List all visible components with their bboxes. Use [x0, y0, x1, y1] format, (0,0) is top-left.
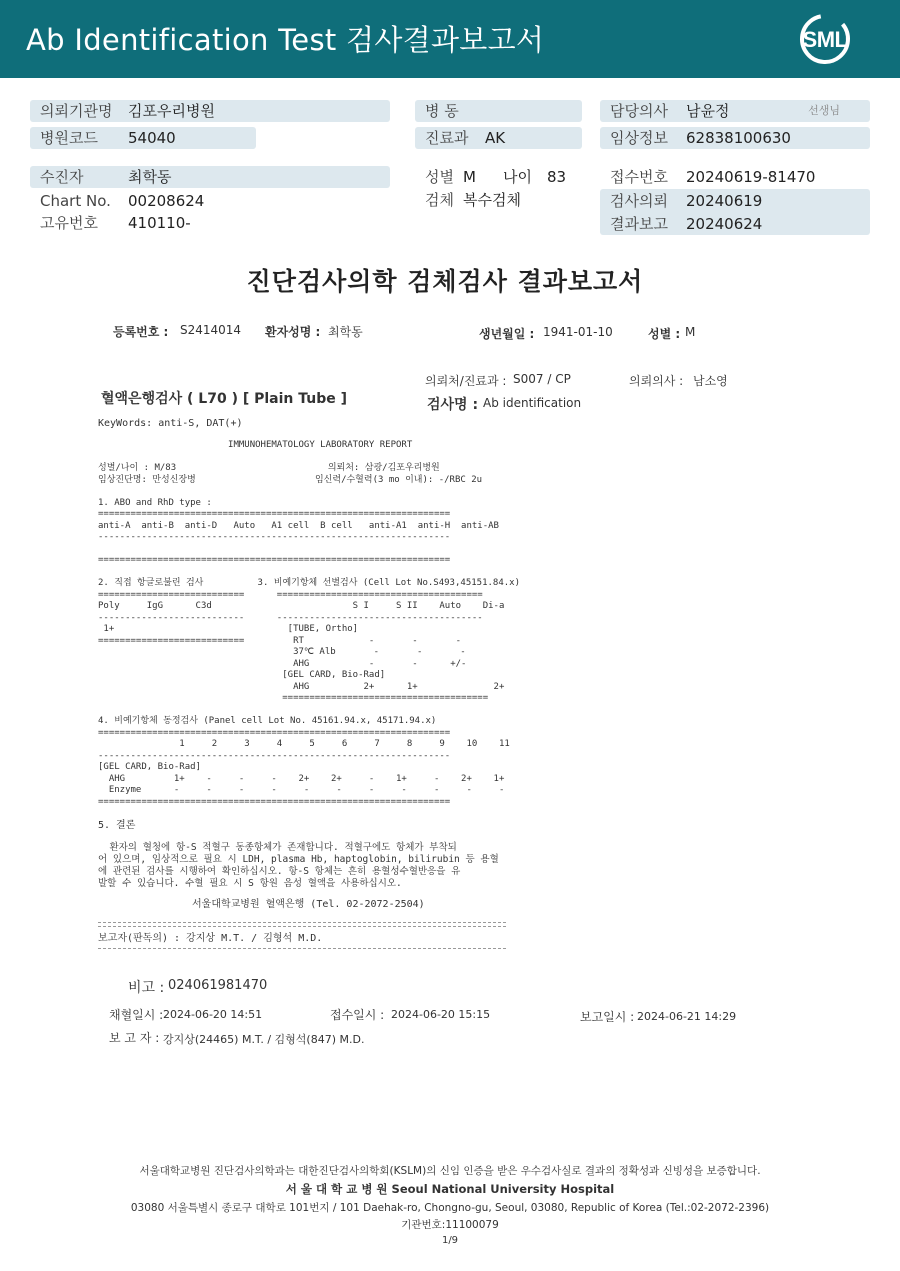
unique-no-label: 고유번호 — [40, 214, 98, 232]
conclusion-line: 어 있으며, 임상적으로 필요 시 LDH, plasma Hb, haptoglobin, bilirubin 등 용혈 — [98, 854, 499, 865]
ref-doctor-label: 의뢰의사 : — [629, 374, 684, 388]
lab-report-line: 1 2 3 4 5 6 7 8 9 10 11 — [98, 739, 510, 749]
unique-no-value: 410110- — [128, 214, 191, 232]
lab-report-line: Enzyme - - - - - - - - - - - — [98, 785, 505, 795]
conclusion-title: 5. 결론 — [98, 820, 136, 831]
ref-doctor-value: 남소영 — [693, 374, 728, 388]
doctor-suffix: 선생님 — [808, 104, 840, 117]
patient-value: 최학동 — [128, 168, 172, 186]
divider — [98, 948, 506, 949]
test-name-label: 검사명 : — [427, 397, 479, 413]
collected-value: 2024-06-20 14:51 — [163, 1008, 263, 1021]
page-number: 1/9 — [441, 1235, 459, 1246]
specimen-field — [415, 189, 582, 211]
reg-no-value: S2414014 — [180, 323, 242, 337]
lab-report-line: 1+ [TUBE, Ortho] — [98, 624, 359, 634]
sex-age-field — [415, 166, 582, 188]
lab-report-line: ================================================================= — [98, 796, 451, 807]
conclusion-line: 환자의 혈청에 항-S 적혈구 동종항체가 존재합니다. 적혈구에도 항체가 부착되 — [98, 842, 457, 853]
lab-report-line: 37℃ Alb - - - — [98, 647, 466, 657]
ward-label: 병 동 — [425, 102, 459, 120]
patient-name-label: 환자성명 : — [265, 325, 321, 339]
request-date-value: 20240619 — [686, 192, 763, 210]
referral-label: 의뢰처/진료과 : — [425, 374, 507, 388]
request-date-label: 검사의뢰 — [610, 192, 668, 210]
lab-report-line: AHG 2+ 1+ 2+ — [98, 681, 505, 692]
lab-report-line: [GEL CARD, Bio-Rad] — [98, 762, 201, 772]
hospital-code-label: 병원코드 — [40, 129, 98, 147]
department-field — [415, 127, 582, 149]
lab-report-line: 4. 비예기항체 동정검사 (Panel cell Lot No. 45161.94.x, 45171.94.x) — [98, 716, 437, 726]
sex-label: 성별 — [425, 168, 454, 186]
receipt-no-field — [600, 166, 870, 188]
doctor-label: 담당의사 — [610, 102, 668, 120]
patient-label: 수진자 — [40, 168, 84, 186]
reported-value: 2024-06-21 14:29 — [637, 1010, 737, 1023]
reported-label: 보고일시 : — [580, 1010, 635, 1024]
lab-report-line: ================================================================= — [98, 727, 451, 738]
clinical-info-field — [600, 127, 870, 149]
collected-label: 채혈일시 : — [109, 1008, 164, 1022]
lab-report-line: anti-A anti-B anti-D Auto A1 cell B cell anti-A1 anti-H anti-AB — [98, 520, 499, 531]
lab-report-line: [GEL CARD, Bio-Rad] — [98, 670, 386, 680]
institution-field — [30, 100, 390, 122]
conclusion-line: 에 관련된 검사를 시행하여 확인하십시오. 항-S 항체는 흔히 용혈성수혈반응을 유 — [98, 866, 461, 877]
dob-value: 1941-01-10 — [543, 325, 613, 339]
doctor-field — [600, 100, 870, 122]
report-title: 진단검사의학 검체검사 결과보고서 — [246, 267, 644, 296]
lab-report-block — [98, 440, 538, 810]
lab-report-line: 임상진단명: 만성신장병 임신력/수혈력(3 mo 이내): -/RBC 2u — [98, 474, 483, 485]
sex-value-2: M — [685, 325, 696, 339]
unique-no-field — [30, 212, 390, 234]
ward-field — [415, 100, 582, 122]
department-label: 진료과 — [425, 129, 469, 147]
report-date-label: 결과보고 — [610, 215, 668, 233]
section-title: 혈액은행검사 ( L70 ) [ Plain Tube ] — [101, 391, 348, 407]
institution-value: 김포우리병원 — [128, 102, 215, 120]
hospital-address: 03080 서울특별시 종로구 대학로 101번지 / 101 Daehak-ro, Chongno-gu, Seoul, 03080, Republic of Korea (Tel.:02-2072-2396) — [130, 1202, 770, 1214]
chart-no-field — [30, 190, 390, 212]
department-value: AK — [485, 129, 506, 147]
report-date-field — [600, 213, 870, 235]
age-label: 나이 — [503, 168, 532, 186]
lab-report-line: 성별/나이 : M/83 의뢰처: 삼광/김포우리병원 — [98, 463, 440, 473]
remarks-value: 024061981470 — [168, 978, 268, 993]
lab-report-line: IMMUNOHEMATOLOGY LABORATORY REPORT — [98, 440, 413, 450]
hospital-code-field — [30, 127, 256, 149]
conclusion-block — [98, 842, 538, 892]
lab-report-line: 1. ABO and RhD type : — [98, 497, 212, 508]
lab-report-line: ================================================================= — [98, 509, 451, 519]
sex-value: M — [463, 168, 476, 186]
specimen-label: 검체 — [425, 191, 454, 209]
lab-report-line: =========================== RT - - - — [98, 635, 462, 646]
blood-bank-line: 서울대학교병원 혈액은행 (Tel. 02-2072-2504) — [192, 899, 425, 910]
receipt-no-label: 접수번호 — [610, 168, 668, 186]
referral-value: S007 / CP — [513, 372, 571, 386]
remarks-label: 비고 : — [128, 980, 165, 996]
divider — [98, 922, 506, 923]
age-value: 83 — [547, 168, 567, 186]
lab-report-line: ----------------------------------------------------------------- — [98, 750, 451, 761]
logo-text: SML — [802, 27, 848, 52]
report-date-value: 20240624 — [686, 215, 763, 233]
reg-no-label: 등록번호 : — [113, 325, 169, 339]
header-bar — [0, 0, 900, 78]
doctor-value: 남윤정 — [686, 102, 730, 120]
keywords: KeyWords: anti-S, DAT(+) — [98, 418, 243, 429]
lab-report-line: ----------------------------------------------------------------- — [98, 532, 451, 542]
clinical-info-value: 62838100630 — [686, 129, 791, 147]
received-value: 2024-06-20 15:15 — [391, 1008, 491, 1021]
chart-no-label: Chart No. — [40, 192, 111, 210]
reporter-label: 보 고 자 : — [109, 1031, 160, 1045]
divider — [98, 926, 506, 927]
lab-report-line: ================================================================= — [98, 555, 451, 565]
lab-report-line: 2. 직접 항글로불린 검사 3. 비예기항체 선별검사 (Cell Lot No.S493,45151.84.x) — [98, 578, 520, 588]
hospital-name: 서 울 대 학 교 병 원 Seoul National University Hospital — [285, 1182, 615, 1196]
lab-report-line: AHG - - +/- — [98, 658, 467, 669]
sml-logo — [798, 12, 852, 66]
received-label: 접수일시 : — [330, 1008, 385, 1022]
reporter-line: 보고자(판독의) : 강지상 M.T. / 김형석 M.D. — [98, 933, 323, 944]
lab-report-line: --------------------------- -------------------------------------- — [98, 612, 483, 623]
institution-label: 의뢰기관명 — [40, 102, 113, 120]
patient-field — [30, 166, 390, 188]
conclusion-line: 발할 수 있습니다. 수혈 필요 시 S 항원 음성 혈액을 사용하십시오. — [98, 878, 402, 889]
clinical-info-label: 임상정보 — [610, 129, 668, 147]
receipt-no-value: 20240619-81470 — [686, 168, 816, 186]
hospital-code-value: 54040 — [128, 129, 176, 147]
sex-label-2: 성별 : — [648, 327, 681, 341]
lab-report-line: Poly IgG C3d S I S II Auto Di-a — [98, 601, 505, 611]
patient-name-value: 최학동 — [328, 325, 363, 339]
lab-report-line: AHG 1+ - - - 2+ 2+ - 1+ - 2+ 1+ — [98, 773, 505, 784]
dob-label: 생년월일 : — [479, 327, 535, 341]
org-number: 기관번호:11100079 — [401, 1219, 499, 1231]
specimen-value: 복수검체 — [463, 191, 521, 209]
lab-report-line: ====================================== — [98, 693, 489, 703]
page-title: Ab Identification Test 검사결과보고서 — [26, 23, 545, 57]
lab-report-line: =========================== ====================================== — [98, 589, 483, 600]
chart-no-value: 00208624 — [128, 192, 205, 210]
request-date-field — [600, 190, 870, 212]
certification-text: 서울대학교병원 진단검사의학과는 대한진단검사의학회(KSLM)의 신임 인증을 받은 우수검사실로 결과의 정확성과 신빙성을 보증합니다. — [139, 1165, 761, 1177]
reporter-value: 강지상(24465) M.T. / 김형석(847) M.D. — [163, 1033, 365, 1046]
test-name-value: Ab identification — [483, 396, 582, 410]
